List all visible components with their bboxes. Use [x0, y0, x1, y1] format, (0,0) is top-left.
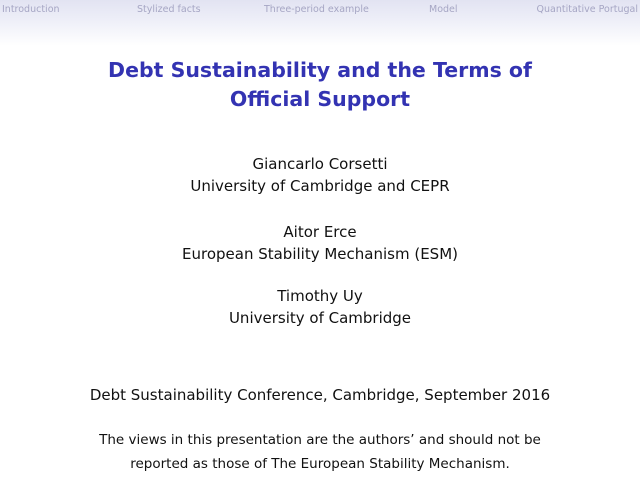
disclaimer-line-2: reported as those of The European Stability Mechanism.	[130, 456, 510, 472]
nav-item-three-period-example[interactable]: Three-period example	[264, 4, 369, 15]
title-line-2: Official Support	[229, 87, 411, 111]
author-block-erce	[0, 221, 640, 265]
author-name: Timothy Uy	[277, 287, 363, 305]
author-name: Giancarlo Corsetti	[252, 155, 388, 173]
title-line-1: Debt Sustainability and the Terms of	[108, 58, 532, 82]
author-block-uy	[0, 285, 640, 329]
author-affiliation: European Stability Mechanism (ESM)	[182, 245, 458, 263]
disclaimer-note	[0, 428, 640, 476]
nav-item-model[interactable]: Model	[429, 4, 458, 15]
author-name: Aitor Erce	[283, 223, 357, 241]
disclaimer-line-1: The views in this presentation are the authors’ and should not be	[99, 432, 541, 448]
author-block-corsetti	[0, 153, 640, 197]
nav-item-quantitative-portugal[interactable]: Quantitative Portugal	[536, 4, 638, 15]
nav-item-stylized-facts[interactable]: Stylized facts	[137, 4, 201, 15]
nav-item-introduction[interactable]: Introduction	[2, 4, 60, 15]
presentation-title	[0, 56, 640, 114]
author-affiliation: University of Cambridge and CEPR	[190, 177, 450, 195]
conference-line: Debt Sustainability Conference, Cambridge, September 2016	[89, 386, 551, 404]
author-affiliation: University of Cambridge	[228, 309, 412, 327]
section-navigation-bar	[0, 0, 640, 46]
